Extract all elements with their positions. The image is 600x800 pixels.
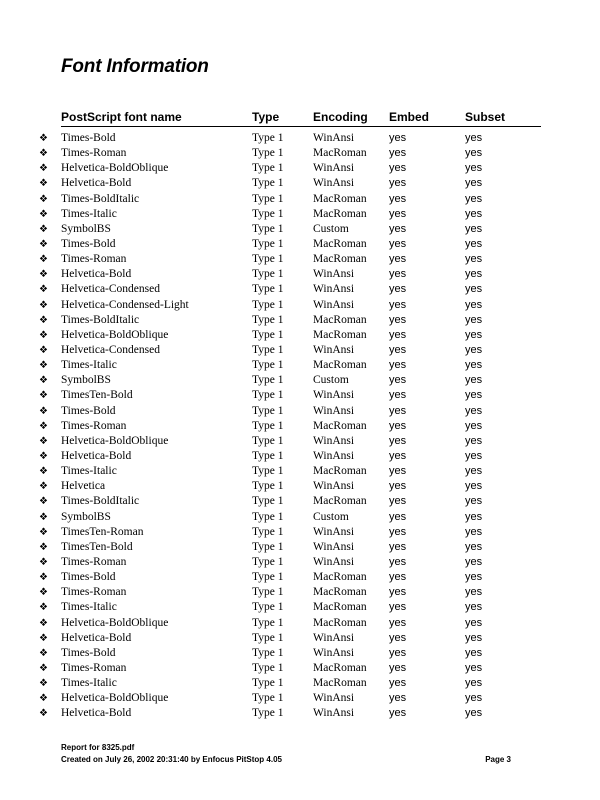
cell-subset: yes: [465, 237, 483, 250]
column-header-font-name: PostScript font name: [61, 110, 182, 124]
table-row: [39, 479, 541, 494]
cell-font-name: Helvetica-Condensed: [61, 283, 160, 296]
diamond-bullet-icon: ❖: [39, 133, 48, 144]
cell-type: Type 1: [252, 525, 284, 538]
cell-encoding: MacRoman: [313, 313, 367, 326]
cell-subset: yes: [465, 465, 483, 478]
table-row: [39, 343, 541, 358]
table-row: [39, 631, 541, 646]
table-row: [39, 706, 541, 721]
cell-encoding: WinAnsi: [313, 646, 355, 659]
table-row: [39, 222, 541, 237]
cell-encoding: WinAnsi: [313, 555, 355, 568]
cell-type: Type 1: [252, 586, 284, 599]
table-row: [39, 494, 541, 509]
cell-type: Type 1: [252, 162, 284, 175]
cell-subset: yes: [465, 571, 483, 584]
cell-type: Type 1: [252, 677, 284, 690]
cell-type: Type 1: [252, 283, 284, 296]
cell-embed: yes: [389, 389, 407, 402]
cell-embed: yes: [389, 313, 407, 326]
cell-embed: yes: [389, 555, 407, 568]
table-row: [39, 207, 541, 222]
cell-font-name: Times-Roman: [61, 253, 127, 266]
cell-type: Type 1: [252, 192, 284, 205]
diamond-bullet-icon: ❖: [39, 299, 48, 311]
cell-subset: yes: [465, 389, 483, 402]
footer-report: Report for 8325.pdf: [61, 743, 135, 752]
cell-type: Type 1: [252, 692, 284, 705]
diamond-bullet-icon: ❖: [39, 678, 48, 690]
cell-font-name: Times-Roman: [61, 419, 127, 432]
diamond-bullet-icon: ❖: [39, 466, 48, 478]
table-row: [39, 267, 541, 282]
diamond-bullet-icon: ❖: [39, 238, 48, 250]
cell-encoding: WinAnsi: [313, 298, 355, 311]
cell-embed: yes: [389, 222, 407, 235]
cell-embed: yes: [389, 707, 407, 720]
cell-subset: yes: [465, 147, 483, 160]
cell-type: Type 1: [252, 661, 284, 674]
diamond-bullet-icon: ❖: [39, 420, 48, 432]
column-header-subset: Subset: [465, 110, 506, 124]
cell-embed: yes: [389, 661, 407, 674]
cell-font-name: Times-Italic: [61, 601, 117, 614]
cell-embed: yes: [389, 192, 407, 205]
cell-encoding: WinAnsi: [313, 631, 355, 644]
table-body: [39, 131, 541, 721]
table-row: [39, 161, 541, 176]
cell-encoding: MacRoman: [313, 616, 367, 629]
cell-embed: yes: [389, 525, 407, 538]
cell-encoding: MacRoman: [313, 359, 367, 372]
cell-embed: yes: [389, 132, 407, 144]
cell-type: Type 1: [252, 449, 284, 462]
cell-encoding: MacRoman: [313, 147, 367, 160]
cell-embed: yes: [389, 510, 407, 523]
diamond-bullet-icon: ❖: [39, 662, 48, 674]
cell-embed: yes: [389, 465, 407, 478]
column-header-type: Type: [252, 110, 280, 124]
diamond-bullet-icon: ❖: [39, 481, 48, 493]
cell-subset: yes: [465, 677, 483, 690]
table-row: [39, 691, 541, 706]
cell-embed: yes: [389, 328, 407, 341]
cell-encoding: MacRoman: [313, 677, 367, 690]
cell-encoding: WinAnsi: [313, 177, 355, 190]
diamond-bullet-icon: ❖: [39, 587, 48, 599]
cell-subset: yes: [465, 328, 483, 341]
cell-font-name: Helvetica-Bold: [61, 631, 132, 644]
cell-type: Type 1: [252, 601, 284, 614]
cell-type: Type 1: [252, 132, 284, 144]
cell-type: Type 1: [252, 616, 284, 629]
table-row: [39, 600, 541, 615]
cell-embed: yes: [389, 449, 407, 462]
cell-embed: yes: [389, 495, 407, 508]
cell-encoding: WinAnsi: [313, 434, 355, 447]
cell-embed: yes: [389, 237, 407, 250]
cell-subset: yes: [465, 510, 483, 523]
cell-embed: yes: [389, 601, 407, 614]
cell-type: Type 1: [252, 328, 284, 341]
diamond-bullet-icon: ❖: [39, 450, 48, 462]
table-row: [39, 661, 541, 676]
cell-subset: yes: [465, 404, 483, 417]
cell-font-name: Helvetica-Condensed: [61, 343, 160, 356]
cell-type: Type 1: [252, 237, 284, 250]
diamond-bullet-icon: ❖: [39, 193, 48, 205]
cell-font-name: Helvetica-Condensed-Light: [61, 298, 189, 311]
cell-embed: yes: [389, 616, 407, 629]
cell-encoding: MacRoman: [313, 495, 367, 508]
table-row: [39, 176, 541, 191]
cell-type: Type 1: [252, 540, 284, 553]
cell-font-name: Helvetica-BoldOblique: [61, 162, 169, 175]
table-row: [39, 419, 541, 434]
cell-encoding: WinAnsi: [313, 268, 355, 281]
cell-type: Type 1: [252, 510, 284, 523]
cell-font-name: SymbolBS: [61, 510, 111, 523]
cell-type: Type 1: [252, 222, 284, 235]
diamond-bullet-icon: ❖: [39, 496, 48, 508]
cell-font-name: TimesTen-Bold: [61, 540, 133, 553]
cell-subset: yes: [465, 283, 483, 296]
cell-font-name: Helvetica-BoldOblique: [61, 616, 169, 629]
cell-encoding: MacRoman: [313, 419, 367, 432]
cell-type: Type 1: [252, 646, 284, 659]
diamond-bullet-icon: ❖: [39, 693, 48, 705]
cell-type: Type 1: [252, 374, 284, 387]
table-row: [39, 434, 541, 449]
diamond-bullet-icon: ❖: [39, 526, 48, 538]
cell-font-name: TimesTen-Bold: [61, 389, 133, 402]
cell-type: Type 1: [252, 359, 284, 372]
table-row: [39, 237, 541, 252]
cell-type: Type 1: [252, 207, 284, 220]
diamond-bullet-icon: ❖: [39, 390, 48, 402]
cell-font-name: Helvetica-BoldOblique: [61, 434, 169, 447]
cell-subset: yes: [465, 631, 483, 644]
cell-encoding: WinAnsi: [313, 707, 355, 720]
cell-font-name: Times-Italic: [61, 465, 117, 478]
cell-embed: yes: [389, 147, 407, 160]
cell-type: Type 1: [252, 177, 284, 190]
cell-subset: yes: [465, 192, 483, 205]
table-row: [39, 646, 541, 661]
cell-encoding: MacRoman: [313, 465, 367, 478]
table-row: [39, 328, 541, 343]
diamond-bullet-icon: ❖: [39, 314, 48, 326]
diamond-bullet-icon: ❖: [39, 254, 48, 266]
cell-embed: yes: [389, 177, 407, 190]
cell-subset: yes: [465, 646, 483, 659]
cell-type: Type 1: [252, 707, 284, 720]
diamond-bullet-icon: ❖: [39, 556, 48, 568]
cell-font-name: SymbolBS: [61, 222, 111, 235]
cell-subset: yes: [465, 343, 483, 356]
table-row: [39, 555, 541, 570]
diamond-bullet-icon: ❖: [39, 329, 48, 341]
table-row: [39, 146, 541, 161]
cell-encoding: MacRoman: [313, 207, 367, 220]
cell-subset: yes: [465, 555, 483, 568]
cell-font-name: Times-Bold: [61, 646, 116, 659]
cell-embed: yes: [389, 359, 407, 372]
table-row: [39, 676, 541, 691]
cell-font-name: Times-Bold: [61, 132, 116, 144]
cell-encoding: WinAnsi: [313, 343, 355, 356]
cell-encoding: WinAnsi: [313, 480, 355, 493]
cell-subset: yes: [465, 586, 483, 599]
cell-encoding: MacRoman: [313, 192, 367, 205]
column-header-embed: Embed: [389, 110, 430, 124]
cell-encoding: MacRoman: [313, 253, 367, 266]
table-row: [39, 373, 541, 388]
cell-embed: yes: [389, 298, 407, 311]
diamond-bullet-icon: ❖: [39, 617, 48, 629]
cell-type: Type 1: [252, 434, 284, 447]
cell-embed: yes: [389, 268, 407, 281]
cell-embed: yes: [389, 419, 407, 432]
cell-subset: yes: [465, 419, 483, 432]
cell-subset: yes: [465, 707, 483, 720]
diamond-bullet-icon: ❖: [39, 223, 48, 235]
cell-type: Type 1: [252, 253, 284, 266]
cell-type: Type 1: [252, 480, 284, 493]
cell-encoding: Custom: [313, 374, 349, 387]
cell-font-name: Times-BoldItalic: [61, 192, 140, 205]
cell-subset: yes: [465, 222, 483, 235]
cell-encoding: WinAnsi: [313, 540, 355, 553]
cell-encoding: WinAnsi: [313, 525, 355, 538]
cell-font-name: Times-Roman: [61, 555, 127, 568]
table-row: [39, 616, 541, 631]
cell-encoding: WinAnsi: [313, 389, 355, 402]
cell-type: Type 1: [252, 313, 284, 326]
cell-embed: yes: [389, 677, 407, 690]
cell-font-name: Times-Italic: [61, 359, 117, 372]
cell-embed: yes: [389, 646, 407, 659]
cell-encoding: WinAnsi: [313, 132, 355, 144]
page-footer: [61, 742, 511, 766]
cell-encoding: MacRoman: [313, 586, 367, 599]
cell-embed: yes: [389, 207, 407, 220]
cell-embed: yes: [389, 586, 407, 599]
cell-encoding: MacRoman: [313, 328, 367, 341]
cell-subset: yes: [465, 495, 483, 508]
page-title: Font Information: [61, 56, 209, 77]
cell-embed: yes: [389, 283, 407, 296]
cell-embed: yes: [389, 480, 407, 493]
cell-font-name: Helvetica: [61, 480, 106, 493]
cell-type: Type 1: [252, 298, 284, 311]
cell-subset: yes: [465, 313, 483, 326]
diamond-bullet-icon: ❖: [39, 647, 48, 659]
cell-type: Type 1: [252, 404, 284, 417]
cell-type: Type 1: [252, 268, 284, 281]
cell-font-name: Times-Italic: [61, 207, 117, 220]
diamond-bullet-icon: ❖: [39, 284, 48, 296]
cell-font-name: Times-Bold: [61, 237, 116, 250]
cell-font-name: Helvetica-Bold: [61, 177, 132, 190]
table-row: [39, 358, 541, 373]
cell-encoding: WinAnsi: [313, 449, 355, 462]
cell-subset: yes: [465, 359, 483, 372]
table-row: [39, 570, 541, 585]
diamond-bullet-icon: ❖: [39, 163, 48, 175]
diamond-bullet-icon: ❖: [39, 208, 48, 220]
cell-font-name: Times-Roman: [61, 661, 127, 674]
table-row: [39, 404, 541, 419]
cell-subset: yes: [465, 525, 483, 538]
diamond-bullet-icon: ❖: [39, 405, 48, 417]
cell-embed: yes: [389, 343, 407, 356]
cell-embed: yes: [389, 434, 407, 447]
table-row: [39, 388, 541, 403]
diamond-bullet-icon: ❖: [39, 435, 48, 447]
table-row: [39, 449, 541, 464]
cell-subset: yes: [465, 207, 483, 220]
cell-subset: yes: [465, 480, 483, 493]
cell-font-name: Helvetica-Bold: [61, 268, 132, 281]
diamond-bullet-icon: ❖: [39, 148, 48, 160]
cell-subset: yes: [465, 616, 483, 629]
cell-font-name: Times-BoldItalic: [61, 313, 140, 326]
cell-subset: yes: [465, 177, 483, 190]
cell-subset: yes: [465, 298, 483, 311]
table-row: [39, 313, 541, 328]
cell-subset: yes: [465, 132, 483, 144]
diamond-bullet-icon: ❖: [39, 708, 48, 720]
cell-font-name: SymbolBS: [61, 374, 111, 387]
cell-encoding: WinAnsi: [313, 404, 355, 417]
diamond-bullet-icon: ❖: [39, 602, 48, 614]
table-row: [39, 585, 541, 600]
diamond-bullet-icon: ❖: [39, 632, 48, 644]
cell-encoding: WinAnsi: [313, 162, 355, 175]
table-row: [39, 131, 541, 146]
column-header-encoding: Encoding: [313, 110, 368, 124]
cell-encoding: Custom: [313, 222, 349, 235]
cell-encoding: MacRoman: [313, 237, 367, 250]
table-row: [39, 192, 541, 207]
diamond-bullet-icon: ❖: [39, 541, 48, 553]
cell-font-name: TimesTen-Roman: [61, 525, 144, 538]
cell-font-name: Times-Roman: [61, 586, 127, 599]
cell-type: Type 1: [252, 419, 284, 432]
cell-embed: yes: [389, 162, 407, 175]
diamond-bullet-icon: ❖: [39, 344, 48, 356]
table-row: [39, 464, 541, 479]
cell-subset: yes: [465, 540, 483, 553]
cell-subset: yes: [465, 692, 483, 705]
cell-type: Type 1: [252, 555, 284, 568]
header-divider: [61, 126, 541, 127]
table-row: [39, 525, 541, 540]
cell-type: Type 1: [252, 631, 284, 644]
cell-encoding: MacRoman: [313, 661, 367, 674]
cell-font-name: Times-Roman: [61, 147, 127, 160]
cell-font-name: Times-Bold: [61, 571, 116, 584]
cell-embed: yes: [389, 374, 407, 387]
cell-embed: yes: [389, 404, 407, 417]
cell-font-name: Helvetica-BoldOblique: [61, 328, 169, 341]
table-row: [39, 282, 541, 297]
cell-font-name: Times-Bold: [61, 404, 116, 417]
cell-type: Type 1: [252, 147, 284, 160]
table-row: [39, 252, 541, 267]
cell-embed: yes: [389, 540, 407, 553]
cell-embed: yes: [389, 692, 407, 705]
cell-font-name: Helvetica-Bold: [61, 707, 132, 720]
cell-type: Type 1: [252, 465, 284, 478]
cell-embed: yes: [389, 253, 407, 266]
table-header: [39, 108, 541, 128]
cell-encoding: WinAnsi: [313, 283, 355, 296]
cell-subset: yes: [465, 449, 483, 462]
cell-embed: yes: [389, 631, 407, 644]
cell-subset: yes: [465, 661, 483, 674]
cell-subset: yes: [465, 268, 483, 281]
diamond-bullet-icon: ❖: [39, 511, 48, 523]
footer-created: Created on July 26, 2002 20:31:40 by Enfocus PitStop 4.05: [61, 755, 282, 764]
font-table: [39, 108, 541, 721]
cell-font-name: Times-Italic: [61, 677, 117, 690]
cell-type: Type 1: [252, 343, 284, 356]
cell-type: Type 1: [252, 571, 284, 584]
cell-type: Type 1: [252, 389, 284, 402]
diamond-bullet-icon: ❖: [39, 375, 48, 387]
cell-font-name: Times-BoldItalic: [61, 495, 140, 508]
cell-type: Type 1: [252, 495, 284, 508]
diamond-bullet-icon: ❖: [39, 269, 48, 281]
cell-encoding: MacRoman: [313, 601, 367, 614]
cell-embed: yes: [389, 571, 407, 584]
table-row: [39, 298, 541, 313]
diamond-bullet-icon: ❖: [39, 360, 48, 372]
cell-encoding: WinAnsi: [313, 692, 355, 705]
cell-subset: yes: [465, 601, 483, 614]
cell-subset: yes: [465, 162, 483, 175]
diamond-bullet-icon: ❖: [39, 178, 48, 190]
page-number: Page 3: [485, 755, 511, 764]
cell-font-name: Helvetica-BoldOblique: [61, 692, 169, 705]
cell-subset: yes: [465, 253, 483, 266]
cell-subset: yes: [465, 434, 483, 447]
cell-encoding: Custom: [313, 510, 349, 523]
cell-encoding: MacRoman: [313, 571, 367, 584]
table-row: [39, 540, 541, 555]
diamond-bullet-icon: ❖: [39, 572, 48, 584]
cell-font-name: Helvetica-Bold: [61, 449, 132, 462]
cell-subset: yes: [465, 374, 483, 387]
table-row: [39, 510, 541, 525]
